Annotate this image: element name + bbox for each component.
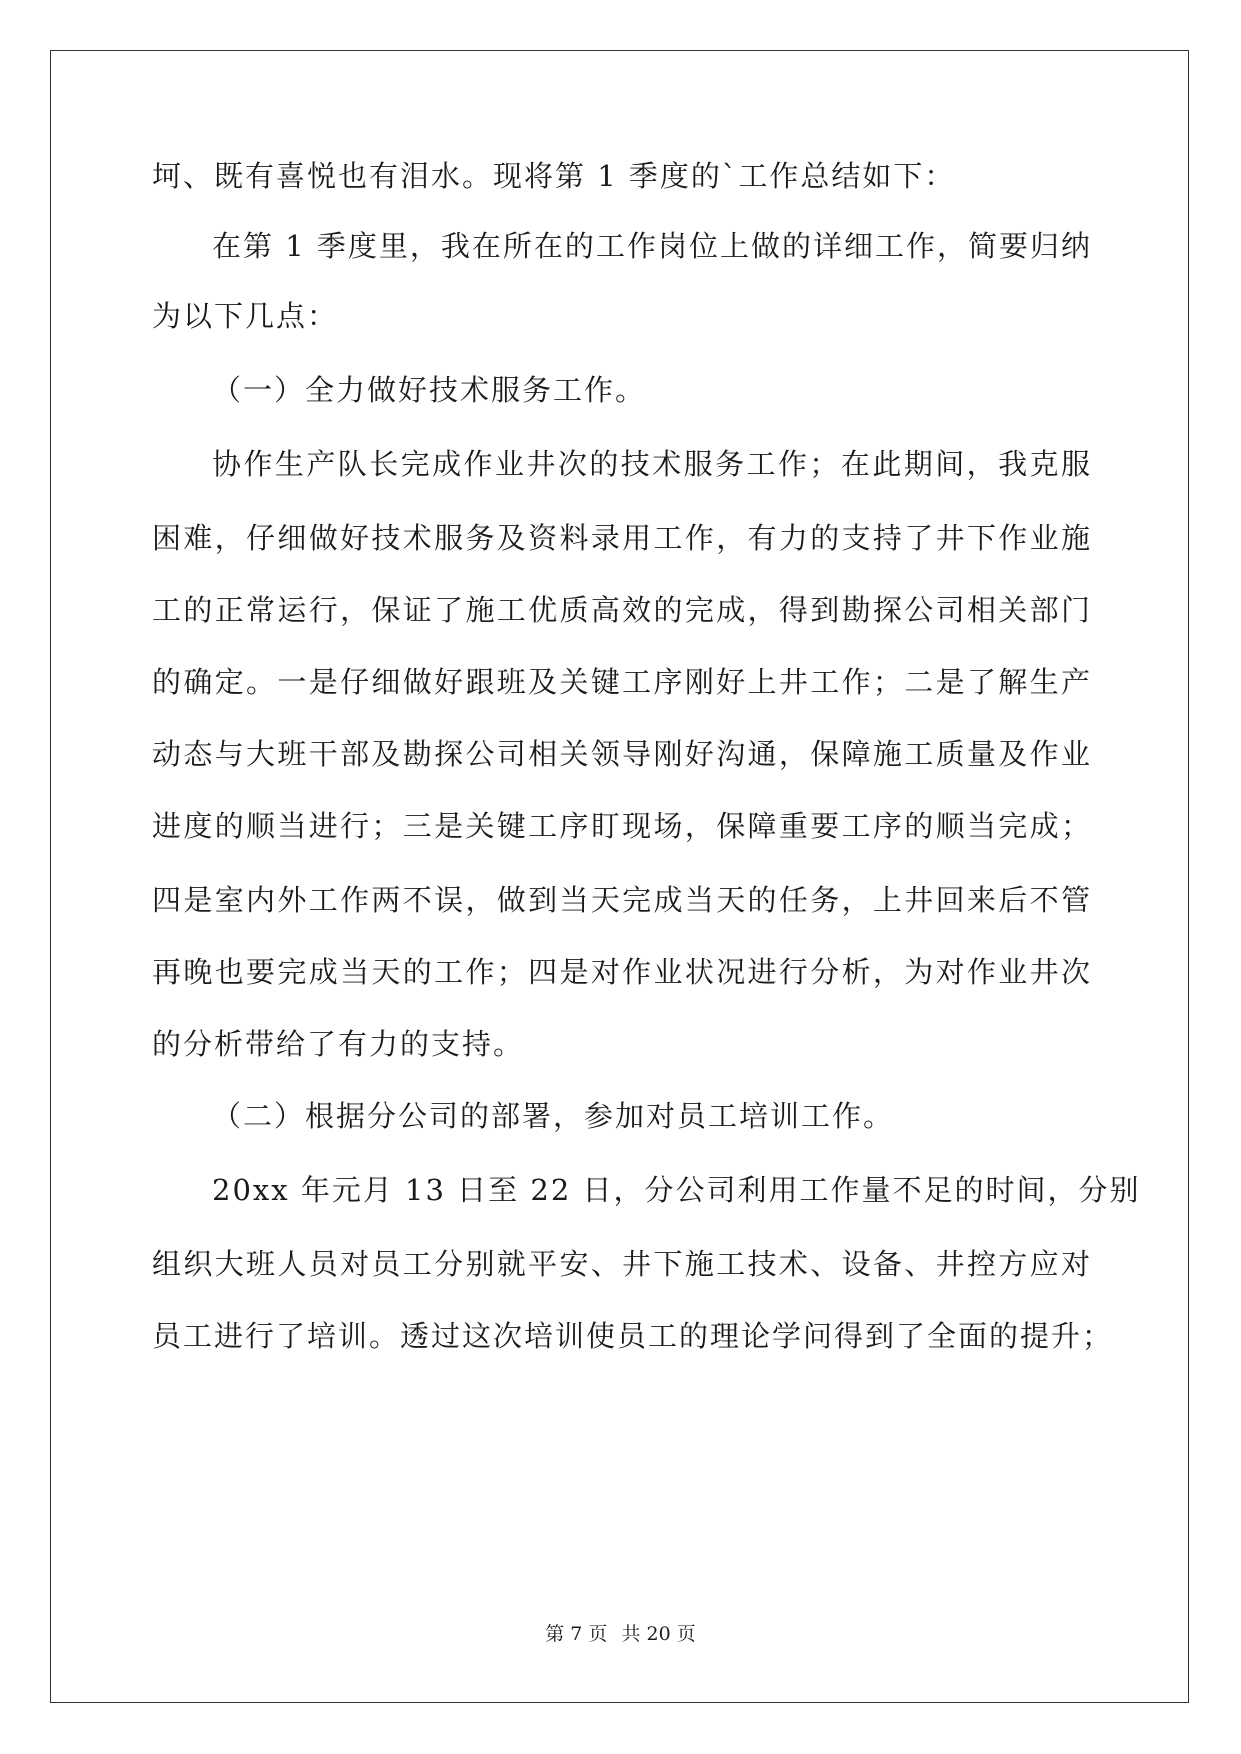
text-line-6: 困难，仔细做好技术服务及资料录用工作，有力的支持了井下作业施 xyxy=(152,521,1092,555)
text-line-7: 工的正常运行，保证了施工优质高效的完成，得到勘探公司相关部门 xyxy=(152,593,1092,627)
text-line-8: 的确定。一是仔细做好跟班及关键工序刚好上井工作；二是了解生产 xyxy=(152,665,1092,699)
section-heading-2: （二）根据分公司的部署，参加对员工培训工作。 xyxy=(212,1099,895,1133)
text-line-17: 员工进行了培训。透过这次培训使员工的理论学问得到了全面的提升； xyxy=(152,1319,1114,1353)
text-line-2: 在第 1 季度里，我在所在的工作岗位上做的详细工作，简要归纳 xyxy=(212,229,1092,263)
page-footer xyxy=(0,1622,1241,1646)
text-line-16: 组织大班人员对员工分别就平安、井下施工技术、设备、井控方应对 xyxy=(152,1247,1092,1281)
page-number: 第 7 页 xyxy=(545,1623,608,1645)
text-line-13: 的分析带给了有力的支持。 xyxy=(152,1027,525,1061)
text-line-3: 为以下几点： xyxy=(152,299,339,333)
text-line-15: 20xx 年元月 13 日至 22 日，分公司利用工作量不足的时间，分别 xyxy=(212,1173,1141,1207)
section-heading-1: （一）全力做好技术服务工作。 xyxy=(212,373,647,407)
page-total: 共 20 页 xyxy=(621,1623,696,1645)
text-line-12: 再晚也要完成当天的工作；四是对作业状况进行分析，为对作业井次 xyxy=(152,955,1092,989)
text-line-1: 坷、既有喜悦也有泪水。现将第 1 季度的`工作总结如下： xyxy=(152,159,956,193)
text-line-10: 进度的顺当进行；三是关键工序盯现场，保障重要工序的顺当完成； xyxy=(152,809,1092,843)
text-line-5: 协作生产队长完成作业井次的技术服务工作；在此期间，我克服 xyxy=(212,447,1092,481)
text-line-11: 四是室内外工作两不误，做到当天完成当天的任务，上井回来后不管 xyxy=(152,883,1092,917)
text-line-9: 动态与大班干部及勘探公司相关领导刚好沟通，保障施工质量及作业 xyxy=(152,737,1092,771)
